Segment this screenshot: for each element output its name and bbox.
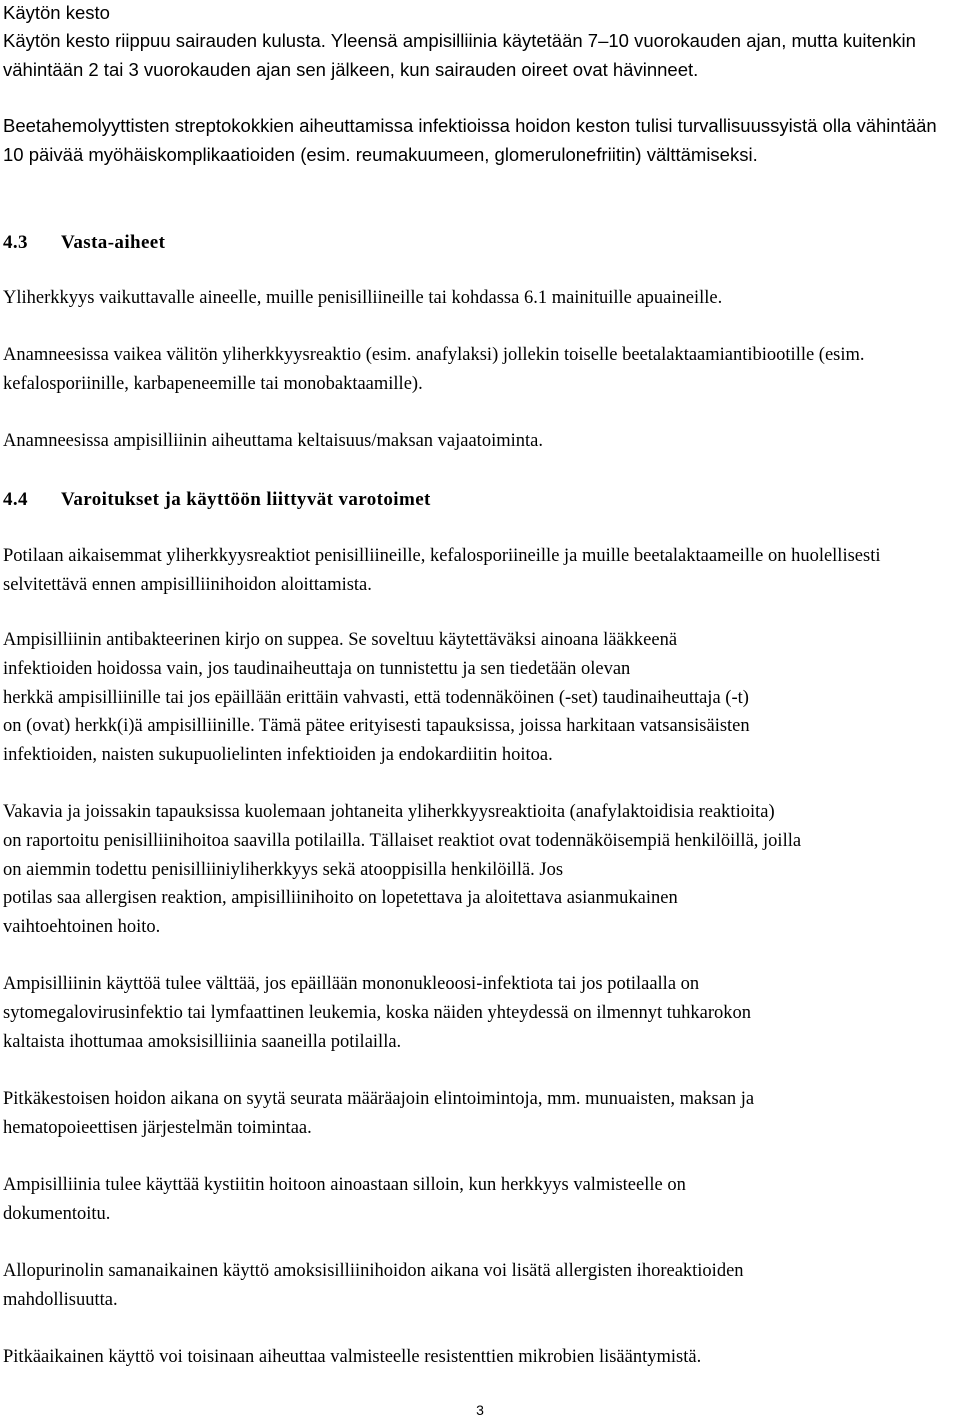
warnings-p3-line-5: vaihtoehtoinen hoito. [3,917,161,938]
warnings-p2-line-5: infektioiden, naisten sukupuolielinten infektioiden ja endokardiitin hoitoa. [3,745,553,766]
warnings-heading-block [3,486,952,514]
warnings-p8-block [3,1343,952,1372]
contraindications-title: Vasta-aiheet [61,232,166,253]
warnings-p4-block [3,970,952,1056]
warnings-p2-line-3: herkkä ampisilliinille tai jos epäillään erittäin vahvasti, että todennäköinen (-set) taudinaiheuttaja (-t) [3,687,749,708]
warnings-p3-block [3,798,952,942]
duration-paragraph-1: Käytön kesto riippuu sairauden kulusta. Yleensä ampisilliinia käytetään 7–10 vuorokauden ajan, mutta kuitenkin vähintään 2 tai 3 vuorokauden ajan sen jälkeen, kun sairauden oireet ovat hävinneet. [3,30,916,80]
warnings-p7-line-2: mahdollisuutta. [3,1289,118,1310]
warnings-paragraph-3 [3,798,952,942]
page-number: 3 [476,1402,484,1418]
warnings-p4-line-1: Ampisilliinin käyttöä tulee välttää, jos epäillään mononukleoosi-infektiota tai jos potilaalla on [3,974,700,994]
warnings-paragraph-6 [3,1171,952,1229]
contraindications-paragraph-2: Anamneesissa vaikea välitön yliherkkyysreaktio (esim. anafylaksi) jollekin toiselle beetalaktaamiantibiootille (esim. kefalosporiinille, karbapeneemille tai monobaktaamille). [3,345,865,394]
warnings-p2-line-4: on (ovat) herkk(i)ä ampisilliinille. Tämä pätee erityisesti tapauksissa, joissa harkitaan vatsansisäisten [3,716,750,737]
warnings-p5-line-1: Pitkäkestoisen hoidon aikana on syytä seurata määräajoin elintoimintoja, mm. munuaisten, maksan ja [3,1089,755,1109]
warnings-paragraph-1: Potilaan aikaisemmat yliherkkyysreaktiot penisilliineille, kefalosporiineille ja muille beetalaktaameille on huolellisesti selvitettävä ennen ampisilliinihoidon aloittamista. [3,546,881,595]
warnings-p7-block [3,1257,952,1315]
warnings-p5-line-2: hematopoieettisen järjestelmän toimintaa. [3,1117,312,1138]
contraindications-heading [3,229,952,257]
warnings-p2-line-2: infektioiden hoidossa vain, jos taudinaiheuttaja on tunnistettu ja sen tiedetään olevan [3,658,631,679]
warnings-paragraph-5 [3,1085,952,1143]
warnings-title: Varoitukset ja käyttöön liittyvät varotoimet [61,489,431,510]
warnings-p7-line-1: Allopurinolin samanaikainen käyttö amoksisilliinihoidon aikana voi lisätä allergisten ihoreaktioiden [3,1261,744,1281]
warnings-number: 4.4 [3,489,28,510]
warnings-p3-line-3: on aiemmin todettu penisilliiniyliherkkyys sekä atooppisilla henkilöillä. Jos [3,859,564,880]
duration-title: Käytön kesto [3,2,110,23]
warnings-p3-line-2: on raportoitu penisilliinihoitoa saavilla potilailla. Tällaiset reaktiot ovat todennäköisempiä henkilöillä, joilla [3,830,802,851]
contraindications-paragraph-3: Anamneesissa ampisilliinin aiheuttama keltaisuus/maksan vajaatoiminta. [3,431,543,451]
warnings-p4-line-2: sytomegalovirusinfektio tai lymfaattinen leukemia, koska näiden yhteydessä on ilmennyt tuhkarokon [3,1002,752,1023]
warnings-p6-line-1: Ampisilliinia tulee käyttää kystiitin hoitoon ainoastaan silloin, kun herkkyys valmisteelle on [3,1175,686,1195]
warnings-p6-block [3,1171,952,1229]
warnings-p1-block [3,542,952,600]
contraindications-p2-block [3,341,952,399]
warnings-paragraph-4 [3,970,952,1056]
warnings-p2-block [3,626,952,770]
warnings-paragraph-2 [3,626,952,770]
warnings-p4-line-3: kaltaista ihottumaa amoksisilliinia saaneilla potilailla. [3,1031,402,1052]
warnings-p6-line-2: dokumentoitu. [3,1203,111,1224]
duration-section [3,0,952,84]
contraindications-paragraph-1: Yliherkkyys vaikuttavalle aineelle, muille penisilliineille tai kohdassa 6.1 mainituille apuaineille. [3,288,723,308]
warnings-p5-block [3,1085,952,1143]
contraindications-heading-block [3,229,952,257]
warnings-paragraph-8: Pitkäaikainen käyttö voi toisinaan aiheuttaa valmisteelle resistenttien mikrobien lisääntymistä. [3,1347,702,1367]
contraindications-number: 4.3 [3,232,28,253]
warnings-paragraph-7 [3,1257,952,1315]
contraindications-p1-block [3,284,952,313]
warnings-p2-line-1: Ampisilliinin antibakteerinen kirjo on suppea. Se soveltuu käytettäväksi ainoana lääkkeenä [3,630,678,650]
warnings-p3-line-1: Vakavia ja joissakin tapauksissa kuolemaan johtaneita yliherkkyysreaktioita (anafylaktoidisia reaktioita) [3,802,775,822]
warnings-p3-line-4: potilas saa allergisen reaktion, ampisilliinihoito on lopetettava ja aloitettava asianmukainen [3,888,678,909]
contraindications-p3-block [3,427,952,456]
warnings-heading [3,486,952,514]
duration-paragraph-2-block [3,111,952,169]
duration-paragraph-2: Beetahemolyyttisten streptokokkien aiheuttamissa infektioissa hoidon keston tulisi turvallisuussyistä olla vähintään 10 päivää myöhäiskomplikaatioiden (esim. reumakuumeen, glomerulonefriitin) välttämiseksi. [3,115,937,165]
